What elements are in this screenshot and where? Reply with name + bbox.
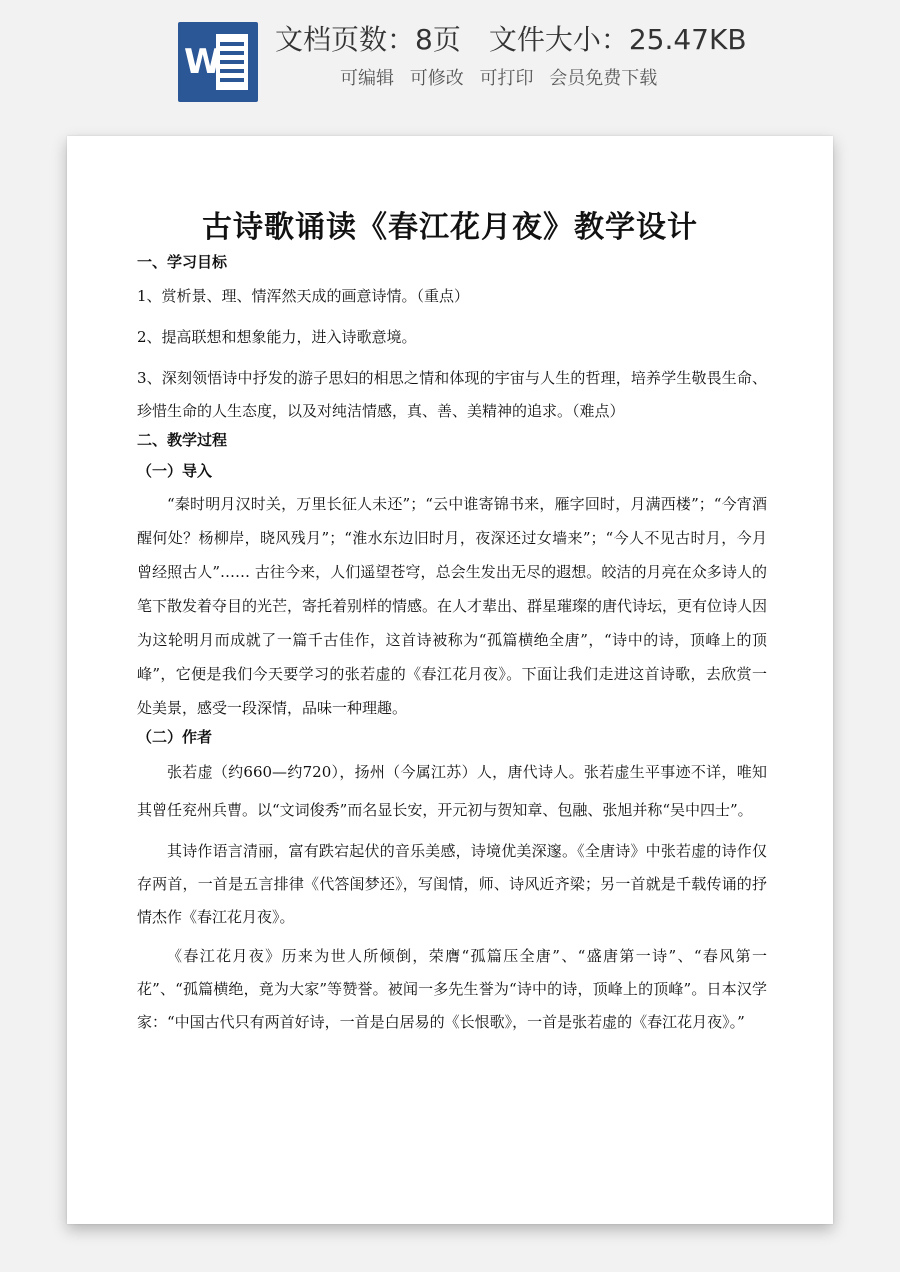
subsection-heading-author: （二）作者: [137, 728, 213, 746]
word-icon: [178, 22, 258, 102]
goal-3: 3、深刻领悟诗中抒发的游子思妇的相思之情和体现的宇宙与人生的哲理，培养学生敬畏生命、珍惜生命的人生态度，以及对纯洁情感，真、善、美精神的追求。（难点）: [137, 369, 767, 420]
author-paragraph-1: 张若虚（约660—约720），扬州（今属江苏）人，唐代诗人。张若虚生平事迹不详，唯知其曾任兖州兵曹。以“文词俊秀”而名显长安，开元初与贺知章、包融、张旭并称“吴中四士”。: [137, 763, 767, 819]
feature-editable: 可编辑: [340, 68, 394, 89]
file-size: 文件大小：25.47KB: [488, 23, 747, 56]
author-paragraph-3: 《春江花月夜》历来为世人所倾倒，荣膺“孤篇压全唐”、“盛唐第一诗”、“春风第一花”、“孤篇横绝，竟为大家”等赞誉。被闻一多先生誉为“诗中的诗，顶峰上的顶峰”。日本汉学家：“中国古代只有两首好诗，一首是白居易的《长恨歌》，一首是张若虚的《春江花月夜》。”: [137, 947, 767, 1031]
goal-1: 1、赏析景、理、情浑然天成的画意诗情。（重点）: [137, 287, 470, 305]
document-title: 古诗歌诵读《春江花月夜》教学设计: [202, 210, 698, 245]
page-count: 文档页数：8页: [275, 23, 461, 56]
feature-list: [340, 64, 860, 94]
document-page: [67, 136, 833, 1224]
subsection-heading-intro: （一）导入: [137, 462, 213, 480]
goal-2: 2、提高联想和想象能力，进入诗歌意境。: [137, 328, 417, 346]
download-banner: [0, 0, 900, 120]
feature-member-download: 会员免费下载: [549, 68, 658, 89]
intro-paragraph: “秦时明月汉时关，万里长征人未还”；“云中谁寄锦书来，雁字回时，月满西楼”；“今宵酒醒何处？杨柳岸，晓风残月”；“淮水东边旧时月，夜深还过女墙来”；“今人不见古时月，今月曾经照古人”…… 古往今来，人们遥望苍穹，总会生发出无尽的遐想。皎洁的月亮在众多诗人的笔下散发着夺目的光芒，寄托着别样的情感。在人才辈出、群星璀璨的唐代诗坛，更有位诗人因为这轮明月而成就了一篇千古佳作，这首诗被称为“孤篇横绝全唐”，“诗中的诗，顶峰上的顶峰”，它便是我们今天要学习的张若虚的《春江花月夜》。下面让我们走进这首诗歌，去欣赏一处美景，感受一段深情，品味一种理趣。: [137, 495, 768, 717]
document-body: [137, 252, 767, 1039]
file-info: [275, 20, 875, 60]
section-heading-goals: 一、学习目标: [137, 253, 228, 271]
author-paragraph-2: 其诗作语言清丽，富有跌宕起伏的音乐美感，诗境优美深邃。《全唐诗》中张若虚的诗作仅存两首，一首是五言排律《代答闺梦还》，写闺情，师、诗风近齐梁；另一首就是千载传诵的抒情杰作《春江花月夜》。: [137, 842, 767, 926]
feature-modifiable: 可修改: [409, 68, 464, 89]
section-heading-process: 二、教学过程: [137, 431, 228, 449]
feature-printable: 可打印: [479, 68, 534, 89]
word-icon-letter: W: [184, 42, 222, 82]
